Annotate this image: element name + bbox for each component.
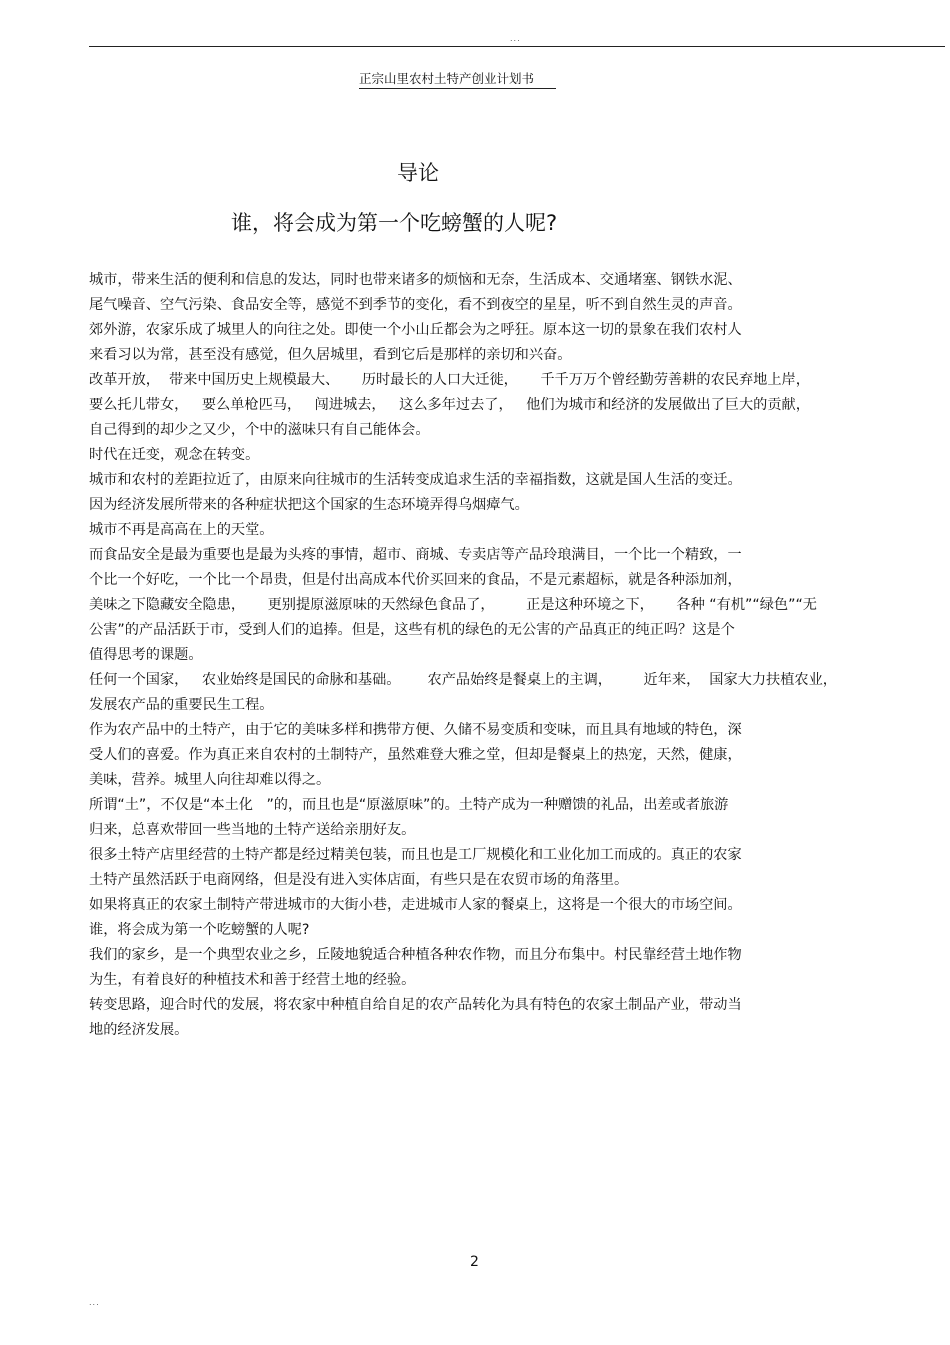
page-number: 2 — [470, 1254, 479, 1270]
body-line: 因为经济发展所带来的各种症状把这个国家的生态环境弄得乌烟瘴气。 — [89, 497, 529, 513]
body-line: 很多土特产店里经营的土特产都是经过精美包装，而且也是工厂规模化和工业化加工而成的。真正的农家 — [89, 847, 742, 863]
chapter-subtitle: 谁，将会成为第一个吃螃蟹的人呢? — [231, 211, 558, 235]
header-rule — [89, 46, 945, 47]
body-line: 发展农产品的重要民生工程。 — [89, 697, 274, 713]
body-line: 城市，带来生活的便利和信息的发达，同时也带来诸多的烦恼和无奈，生活成本、交通堵塞、钢铁水泥、 — [89, 272, 742, 288]
body-line: 来看习以为常，甚至没有感觉，但久居城里，看到它后是那样的亲切和兴奋。 — [89, 347, 572, 363]
body-line: 郊外游，农家乐成了城里人的向往之处。即使一个小山丘都会为之呼狂。原本这一切的景象在我们农村人 — [89, 322, 742, 338]
body-line: 归来，总喜欢带回一些当地的土特产送给亲朋好友。 — [89, 822, 416, 838]
body-text — [89, 268, 849, 1043]
body-line: 土特产虽然活跃于电商网络，但是没有进入实体店面，有些只是在农贸市场的角落里。 — [89, 872, 629, 888]
body-line: 公害”的产品活跃于市，受到人们的追捧。但是，这些有机的绿色的无公害的产品真正的纯正吗？这是个 — [89, 622, 735, 638]
body-line: 值得思考的课题。 — [89, 647, 203, 663]
body-line: 地的经济发展。 — [89, 1022, 189, 1038]
body-line: 谁，将会成为第一个吃螃蟹的人呢? — [89, 922, 310, 938]
running-header: 正宗山里农村土特产创业计划书 — [359, 70, 556, 89]
body-line: 为生，有着良好的种植技术和善于经营土地的经验。 — [89, 972, 416, 988]
body-line: 而食品安全是最为重要也是最为头疼的事情，超市、商城、专卖店等产品玲琅满目，一个比一个精致，一 — [89, 547, 742, 563]
body-line: 如果将真正的农家土制特产带进城市的大街小巷，走进城市人家的餐桌上，这将是一个很大的市场空间。 — [89, 897, 742, 913]
body-line: 尾气噪音、空气污染、食品安全等，感觉不到季节的变化，看不到夜空的星星，听不到自然生灵的声音。 — [89, 297, 742, 313]
chapter-title: 导论 — [397, 161, 439, 185]
bottom-page-marker: ... — [89, 1298, 100, 1307]
body-line: 美味之下隐藏安全隐患， 更别提原滋原味的天然绿色食品了， 正是这种环境之下， 各种 “有机”“绿色”“无 — [89, 597, 817, 613]
body-line: 个比一个好吃，一个比一个昂贵，但是付出高成本代价买回来的食品，不是元素超标，就是各种添加剂， — [89, 572, 742, 588]
body-line: 改革开放， 带来中国历史上规模最大、 历时最长的人口大迁徙， 千千万万个曾经勤劳善耕的农民弃地上岸， — [89, 372, 810, 388]
top-page-marker: ... — [510, 34, 521, 43]
body-line: 自己得到的却少之又少，个中的滋味只有自己能体会。 — [89, 422, 430, 438]
body-line: 城市不再是高高在上的天堂。 — [89, 522, 274, 538]
body-line: 任何一个国家， 农业始终是国民的命脉和基础。 农产品始终是餐桌上的主调， 近年来， 国家大力扶植农业， — [89, 672, 837, 688]
body-line: 要么托儿带女， 要么单枪匹马， 闯进城去， 这么多年过去了， 他们为城市和经济的发展做出了巨大的贡献， — [89, 397, 810, 413]
body-line: 作为农产品中的土特产，由于它的美味多样和携带方便、久储不易变质和变味，而且具有地域的特色，深 — [89, 722, 742, 738]
body-line: 城市和农村的差距拉近了，由原来向往城市的生活转变成追求生活的幸福指数，这就是国人生活的变迁。 — [89, 472, 742, 488]
body-line: 转变思路，迎合时代的发展，将农家中种植自给自足的农产品转化为具有特色的农家土制品产业，带动当 — [89, 997, 742, 1013]
body-line: 时代在迁变，观念在转变。 — [89, 447, 260, 463]
body-line: 受人们的喜爱。作为真正来自农村的土制特产，虽然难登大雅之堂，但却是餐桌上的热宠，天然，健康， — [89, 747, 742, 763]
body-line: 所谓“土”，不仅是“本土化 ”的，而且也是“原滋原味”的。土特产成为一种赠馈的礼品，出差或者旅游 — [89, 797, 729, 813]
body-line: 我们的家乡，是一个典型农业之乡，丘陵地貌适合种植各种农作物，而且分布集中。村民靠经营土地作物 — [89, 947, 742, 963]
body-line: 美味，营养。城里人向往却难以得之。 — [89, 772, 331, 788]
